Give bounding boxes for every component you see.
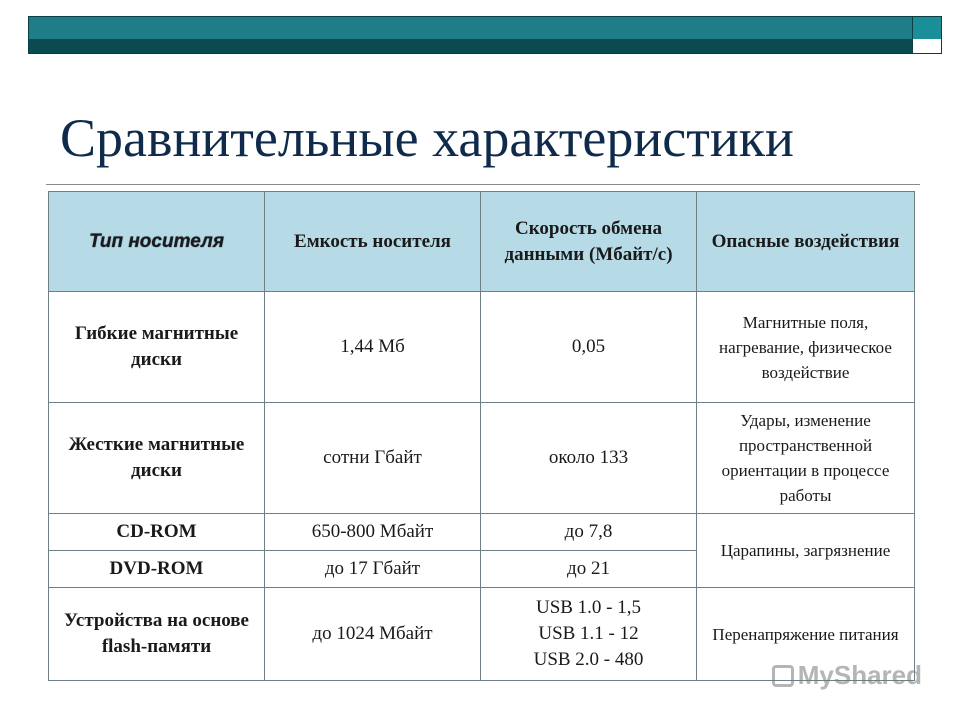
header-speed: Скорость обмена данными (Мбайт/с) — [481, 192, 697, 292]
table-row — [49, 403, 915, 514]
cell-speed: 0,05 — [481, 292, 697, 403]
watermark-text: MyShared — [797, 660, 922, 690]
cell-capacity: до 1024 Мбайт — [265, 588, 481, 681]
cell-speed: около 133 — [481, 403, 697, 514]
cell-type: DVD-ROM — [49, 551, 265, 588]
comparison-table — [48, 191, 915, 681]
top-decoration-bar — [28, 16, 942, 54]
usb-speed-line: USB 1.1 - 12 — [538, 623, 639, 644]
cell-risks: Царапины, загрязнение — [697, 514, 915, 588]
cell-type: Устройства на основе flash-памяти — [49, 588, 265, 681]
header-media-type: Тип носителя — [49, 192, 265, 292]
table-row — [49, 292, 915, 403]
watermark — [772, 660, 922, 691]
cell-capacity: до 17 Гбайт — [265, 551, 481, 588]
cell-capacity: 1,44 Мб — [265, 292, 481, 403]
slide-title: Сравнительные характеристики — [60, 108, 794, 168]
title-divider — [46, 184, 920, 185]
table-row — [49, 514, 915, 551]
cell-speed: до 21 — [481, 551, 697, 588]
cell-risks: Магнитные поля, нагревание, физическое воздействие — [697, 292, 915, 403]
header-capacity: Емкость носителя — [265, 192, 481, 292]
presentation-icon — [772, 665, 794, 687]
cell-capacity: сотни Гбайт — [265, 403, 481, 514]
header-risks: Опасные воздействия — [697, 192, 915, 292]
top-decoration-stripe — [29, 39, 941, 53]
top-decoration-corner-lower — [912, 39, 941, 53]
cell-capacity: 650-800 Мбайт — [265, 514, 481, 551]
usb-speed-line: USB 2.0 - 480 — [533, 649, 644, 670]
usb-speed-line: USB 1.0 - 1,5 — [535, 597, 642, 618]
cell-type: Жесткие магнитные диски — [49, 403, 265, 514]
cell-speed — [481, 588, 697, 681]
cell-type: Гибкие магнитные диски — [49, 292, 265, 403]
cell-speed: до 7,8 — [481, 514, 697, 551]
cell-type: CD-ROM — [49, 514, 265, 551]
cell-risks: Перенапряжение питания — [697, 588, 915, 681]
table-header-row — [49, 192, 915, 292]
top-decoration-corner — [912, 17, 941, 39]
cell-risks: Удары, изменение пространственной ориентации в процессе работы — [697, 403, 915, 514]
